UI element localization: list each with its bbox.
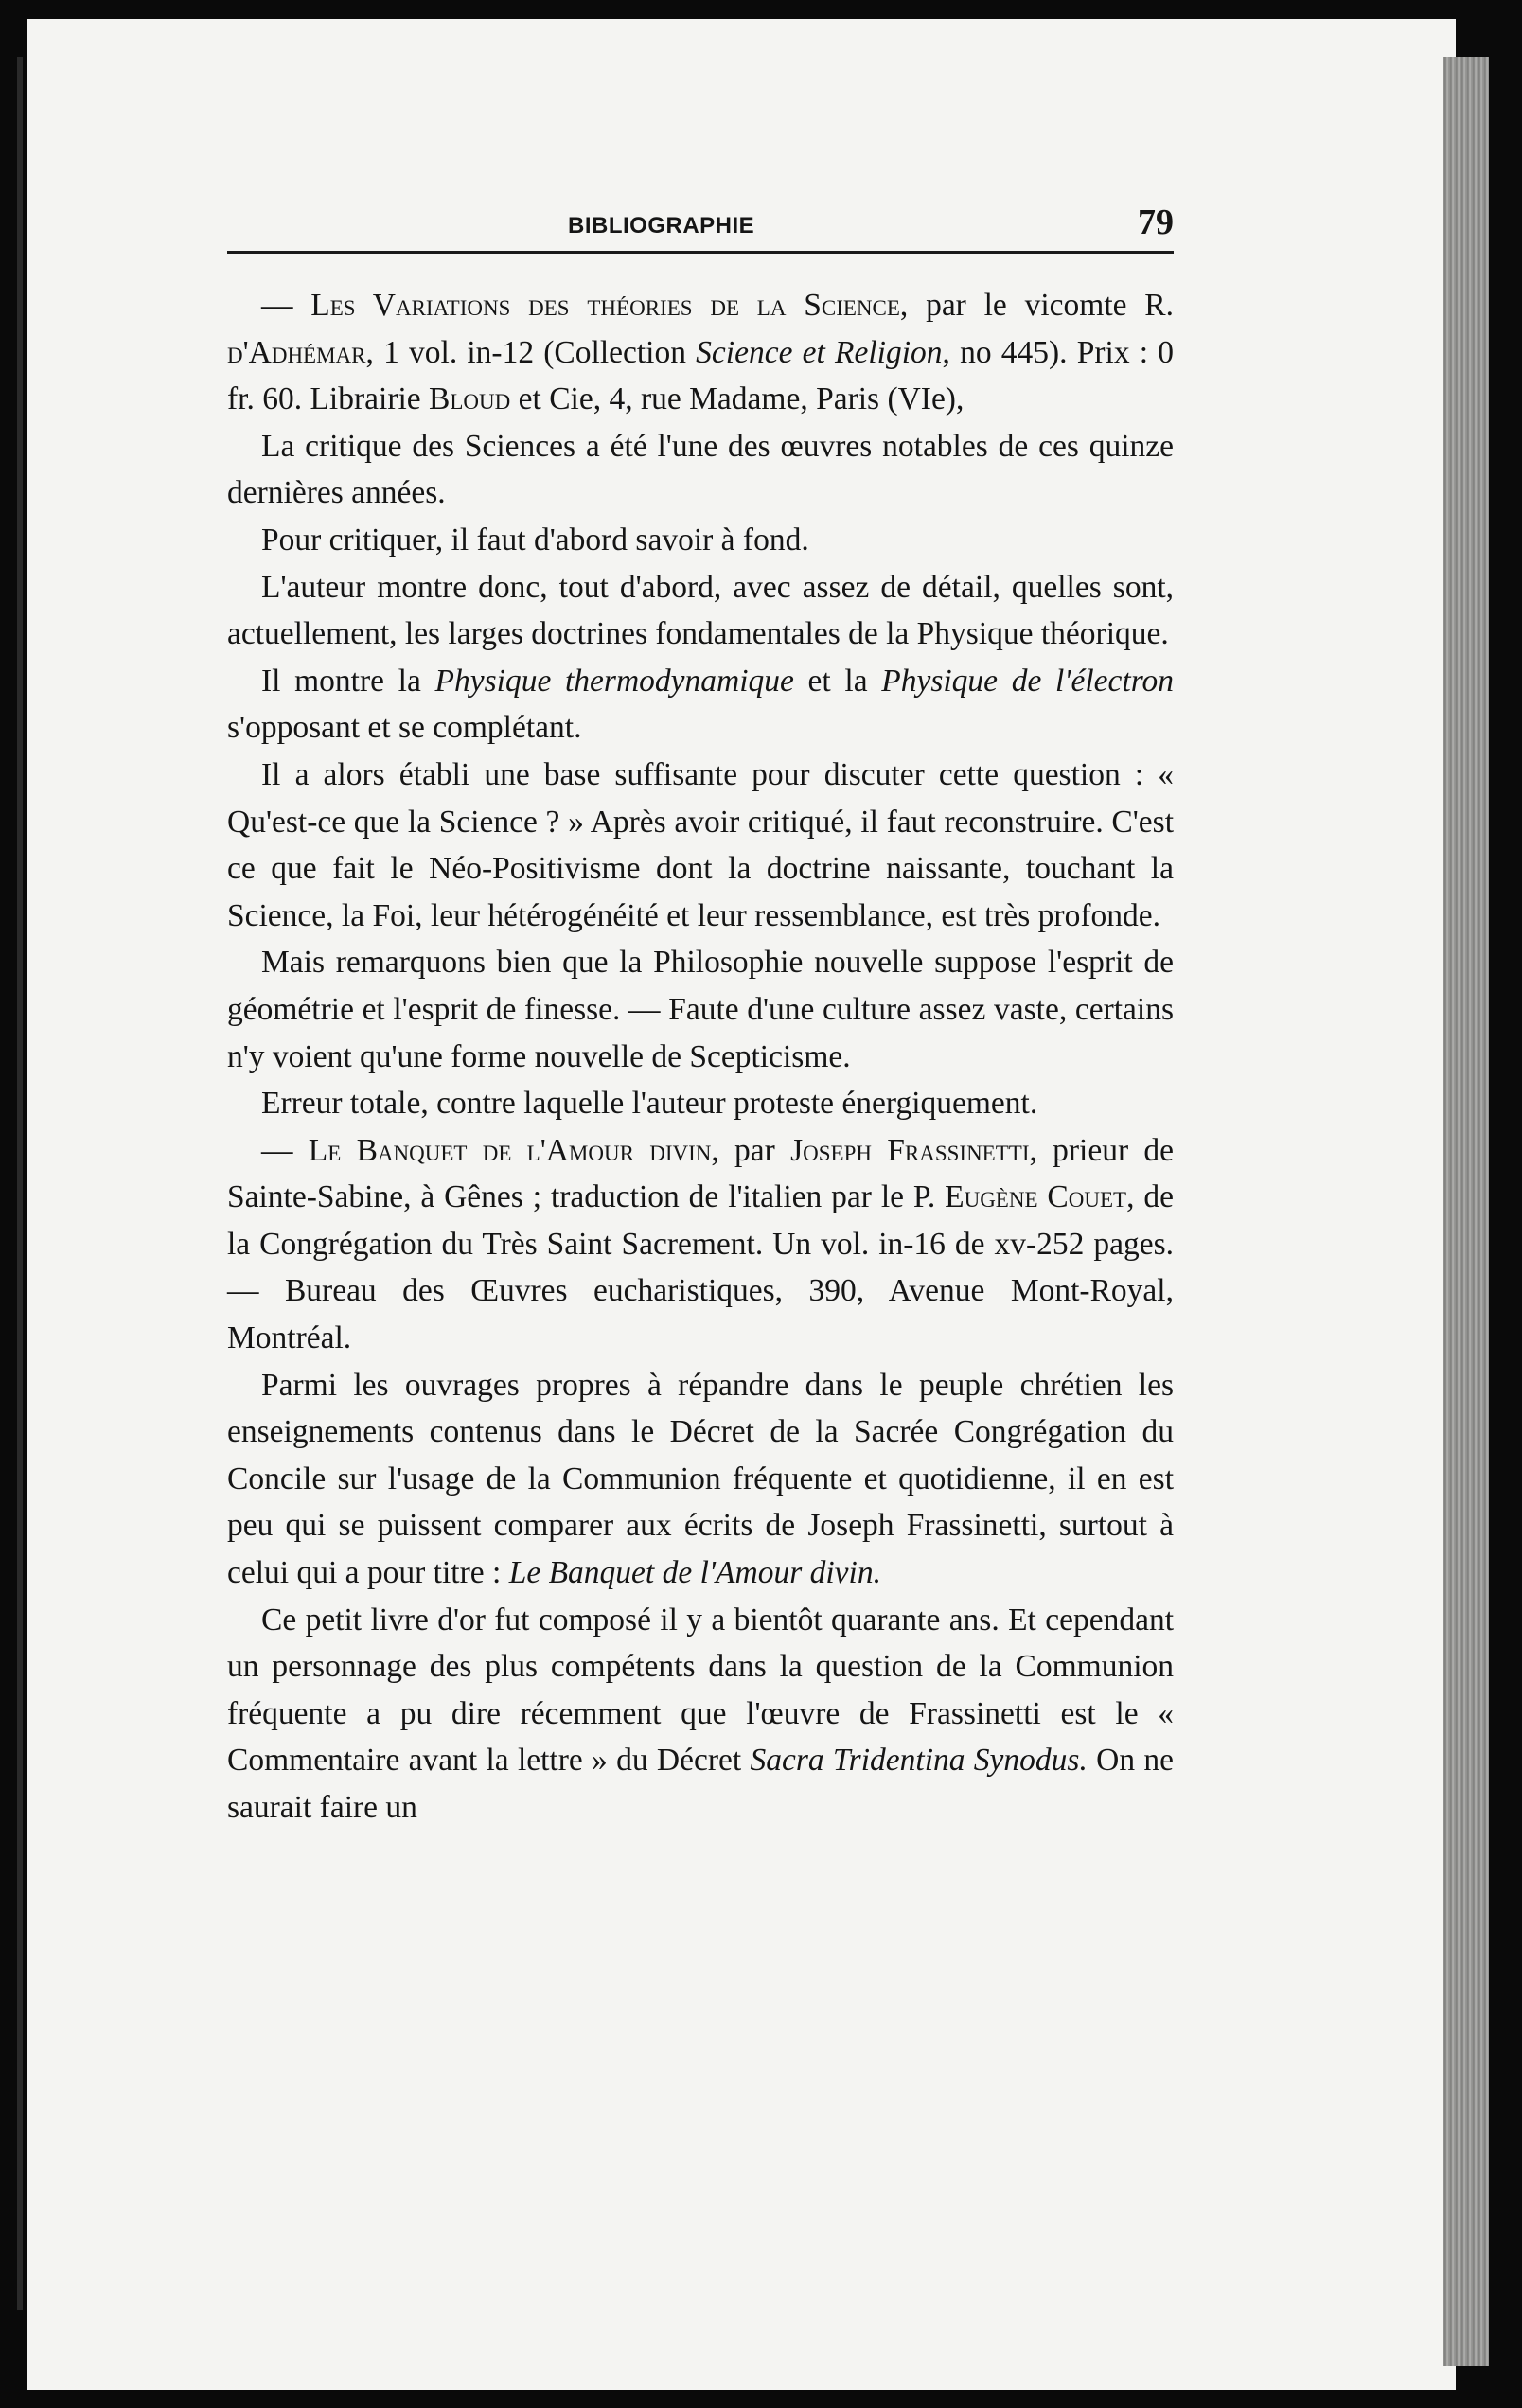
entry1-p5-em2: Physique de l'électron bbox=[881, 663, 1174, 699]
entry1-paragraph-3: Pour critiquer, il faut d'abord savoir à fond. bbox=[261, 522, 809, 558]
entry2-details1: , prieur de Sainte-Sabine, à Gênes ; traduction de l'italien par le P. bbox=[227, 1132, 1175, 1215]
entry1-after-title: , par le vicomte R. bbox=[899, 288, 1175, 323]
entry2-paragraph-2 bbox=[227, 1362, 1174, 1597]
entry1-paragraph-7: Mais remarquons bien que la Philosophie nouvelle suppose l'esprit de géométrie et l'esprit de finesse. — Faute d'une culture assez vaste, certains n'y voient qu'une forme nouvelle de Scepticisme. bbox=[227, 945, 1174, 1074]
page-number: 79 bbox=[1138, 203, 1174, 242]
entry2-dash: — bbox=[261, 1132, 309, 1168]
entry1-title: Les Variations des théories de la Science bbox=[310, 288, 900, 323]
entry1-publisher: Bloud bbox=[429, 381, 511, 417]
entry2-after-title: , par bbox=[711, 1132, 791, 1168]
entry1-details2: , no 445). Prix : 0 fr. 60. Librairie bbox=[227, 334, 1174, 417]
entry1-paragraph-5 bbox=[227, 658, 1174, 752]
entry1-p5-a: Il montre la bbox=[261, 663, 435, 699]
entry2-p2-em: Le Banquet de l'Amour divin. bbox=[508, 1555, 881, 1591]
left-page-edge bbox=[17, 57, 23, 2310]
entry2-paragraph-3 bbox=[227, 1597, 1174, 1832]
page-header bbox=[227, 204, 1174, 254]
entry1-p5-b: et la bbox=[793, 663, 882, 699]
entry1-collection: Science et Religion bbox=[696, 334, 943, 370]
entry1-paragraph-8: Erreur totale, contre laquelle l'auteur proteste énergiquement. bbox=[261, 1086, 1038, 1122]
entry1-paragraph-2: La critique des Sciences a été l'une des œuvres notables de ces quinze dernières années. bbox=[227, 428, 1174, 511]
entry1-paragraph-6: Il a alors établi une base suffisante pour discuter cette question : « Qu'est-ce que la Science ? » Après avoir critiqué, il faut reconstruire. C'est ce que fait le Néo-Positivisme dont la doctrine naissante, touchant la Science, la Foi, leur hétérogénéité et leur ressemblance, est très profonde. bbox=[227, 756, 1174, 933]
entry1-details3: et Cie, 4, rue Madame, Paris (VIe), bbox=[510, 381, 965, 417]
right-page-edge bbox=[1443, 57, 1489, 2366]
entry2-p3-a: Ce petit livre d'or fut composé il y a bientôt quarante ans. Et cependant un personnage des plus compétents dans la question de la Communion fréquente a pu dire récemment que l'œuvre de Frassinetti est le « Commentaire avant la lettre » du Décret bbox=[227, 1602, 1174, 1779]
entry1-citation bbox=[227, 282, 1174, 423]
page-text bbox=[227, 204, 1174, 1832]
entry2-details2: , de la Congrégation du Très Saint Sacrement. Un vol. in-16 de xv-252 pages. — Bureau des Œuvres eucharistiques, 390, Avenue Mont-Royal, Montréal. bbox=[227, 1179, 1174, 1356]
entry2-title: Le Banquet de l'Amour divin bbox=[308, 1132, 712, 1168]
entry2-p3-em: Sacra Tridentina Synodus. bbox=[750, 1743, 1088, 1779]
entry1-dash: — bbox=[261, 288, 311, 323]
entry2-translator: Eugène Couet bbox=[945, 1179, 1127, 1215]
entry1-p5-em1: Physique thermodynamique bbox=[434, 663, 794, 699]
entry1-author: d'Adhémar bbox=[227, 334, 366, 370]
entry1-paragraph-4: L'auteur montre donc, tout d'abord, avec assez de détail, quelles sont, actuellement, les larges doctrines fondamentales de la Physique théorique. bbox=[227, 569, 1174, 652]
running-title: BIBLIOGRAPHIE bbox=[568, 213, 755, 239]
entry2-citation bbox=[227, 1127, 1174, 1362]
entry2-author: Joseph Frassinetti bbox=[790, 1132, 1030, 1168]
entry1-details1: , 1 vol. in-12 (Collection bbox=[365, 334, 697, 370]
entry2-p2-a: Parmi les ouvrages propres à répandre dans le peuple chrétien les enseignements contenus dans le Décret de la Sacrée Congrégation du Concile sur l'usage de la Communion fréquente et quotidienne, il en est peu qui se puissent comparer aux écrits de Joseph Frassinetti, surtout à celui qui a pour titre : bbox=[227, 1367, 1174, 1591]
entry2-p3-b: On ne saurait faire un bbox=[227, 1743, 1174, 1825]
entry1-p5-c: s'opposant et se complétant. bbox=[227, 710, 582, 746]
